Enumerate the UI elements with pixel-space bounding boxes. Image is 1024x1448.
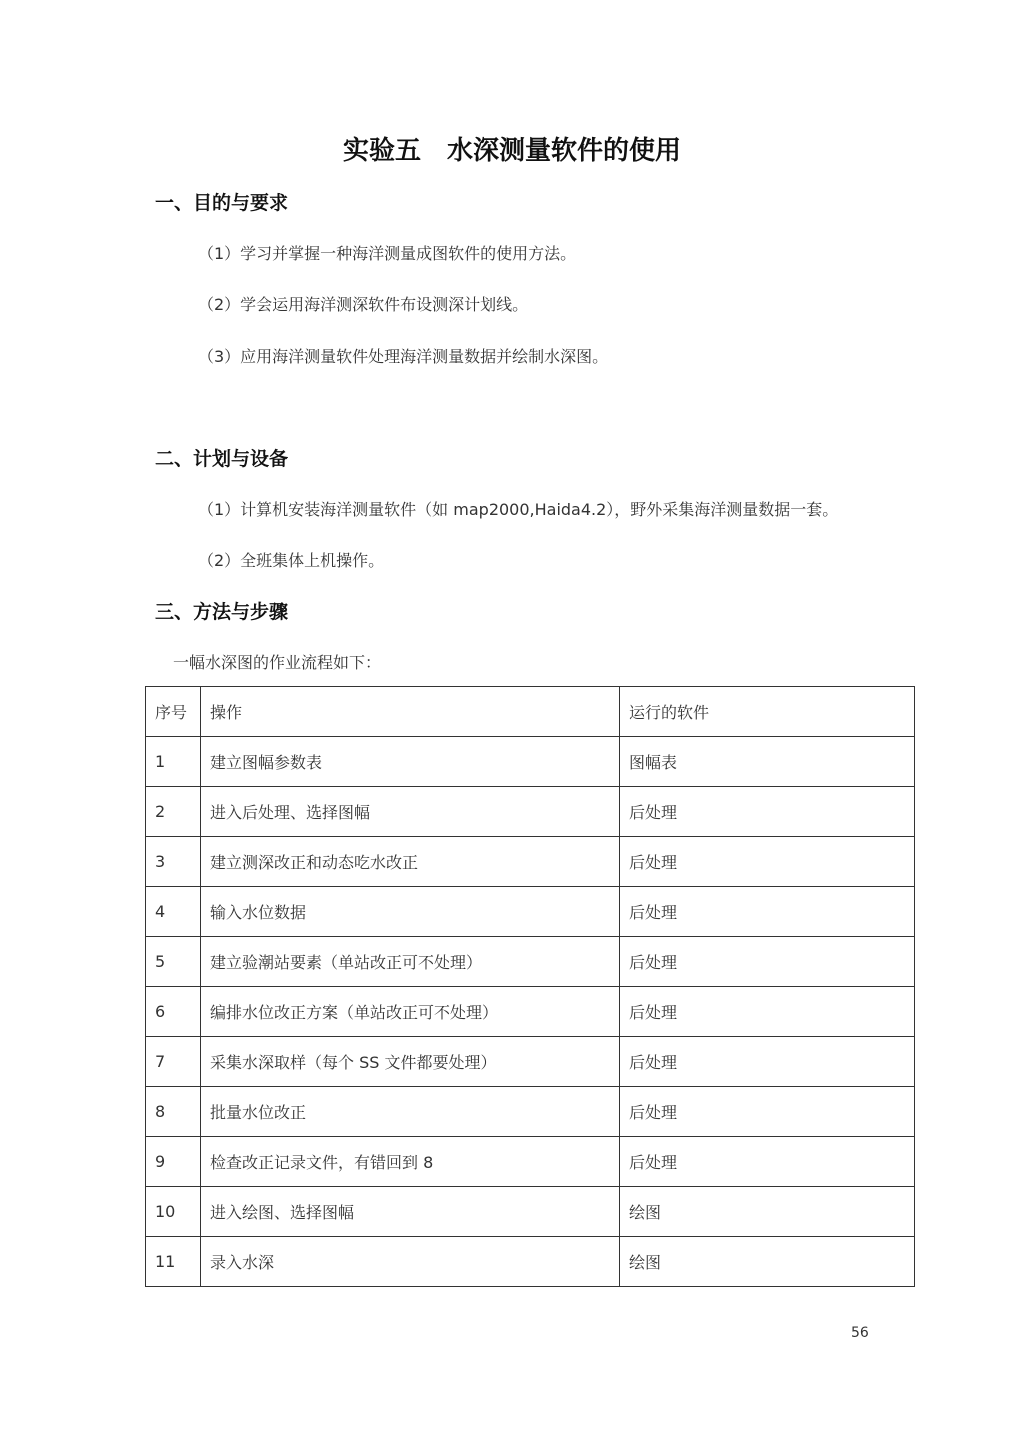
cell-operation: 录入水深 [201,1237,620,1287]
cell-operation: 编排水位改正方案（单站改正可不处理） [201,987,620,1037]
cell-software: 后处理 [620,887,915,937]
cell-index: 2 [146,787,201,837]
cell-index: 10 [146,1187,201,1237]
cell-operation: 建立测深改正和动态吃水改正 [201,837,620,887]
paragraph-method-intro: 一幅水深图的作业流程如下： [173,653,382,672]
cell-software: 后处理 [620,787,915,837]
table-row [146,937,915,987]
cell-index: 3 [146,837,201,887]
table-row [146,737,915,787]
table-row [146,837,915,887]
table-row [146,1137,915,1187]
paragraph-purpose-3: （3）应用海洋测量软件处理海洋测量数据并绘制水深图。 [198,347,609,366]
cell-software: 后处理 [620,1087,915,1137]
table-row [146,1187,915,1237]
workflow-table [145,686,915,1287]
paragraph-plan-2: （2）全班集体上机操作。 [198,551,385,570]
cell-index: 4 [146,887,201,937]
header-cell-operation: 操作 [201,687,620,737]
cell-software: 后处理 [620,1037,915,1087]
cell-operation: 进入绘图、选择图幅 [201,1187,620,1237]
cell-operation: 批量水位改正 [201,1087,620,1137]
paragraph-purpose-1: （1）学习并掌握一种海洋测量成图软件的使用方法。 [198,244,577,263]
cell-operation: 进入后处理、选择图幅 [201,787,620,837]
cell-index: 9 [146,1137,201,1187]
paragraph-plan-1: （1）计算机安装海洋测量软件（如 map2000,Haida4.2），野外采集海洋测量数据一套。 [198,500,839,519]
paragraph-purpose-2: （2）学会运用海洋测深软件布设测深计划线。 [198,295,529,314]
cell-software: 后处理 [620,987,915,1037]
cell-index: 7 [146,1037,201,1087]
section-heading-plan: 二、计划与设备 [155,448,289,470]
cell-operation: 检查改正记录文件，有错回到 8 [201,1137,620,1187]
cell-index: 6 [146,987,201,1037]
table-row [146,787,915,837]
table-header-row [146,687,915,737]
section-heading-method: 三、方法与步骤 [155,601,289,623]
cell-software: 绘图 [620,1187,915,1237]
cell-operation: 建立图幅参数表 [201,737,620,787]
page-title: 实验五 水深测量软件的使用 [342,136,681,166]
table-row [146,1087,915,1137]
cell-index: 5 [146,937,201,987]
cell-index: 1 [146,737,201,787]
cell-software: 绘图 [620,1237,915,1287]
cell-software: 后处理 [620,937,915,987]
cell-software: 后处理 [620,837,915,887]
section-heading-purpose: 一、目的与要求 [155,192,289,214]
cell-index: 8 [146,1087,201,1137]
page-number: 56 [851,1325,869,1341]
header-cell-software: 运行的软件 [620,687,915,737]
cell-operation: 输入水位数据 [201,887,620,937]
cell-index: 11 [146,1237,201,1287]
cell-operation: 建立验潮站要素（单站改正可不处理） [201,937,620,987]
table-row [146,1237,915,1287]
table-row [146,1037,915,1087]
cell-operation: 采集水深取样（每个 SS 文件都要处理） [201,1037,620,1087]
cell-software: 后处理 [620,1137,915,1187]
header-cell-index: 序号 [146,687,201,737]
table-row [146,987,915,1037]
table-row [146,887,915,937]
cell-software: 图幅表 [620,737,915,787]
